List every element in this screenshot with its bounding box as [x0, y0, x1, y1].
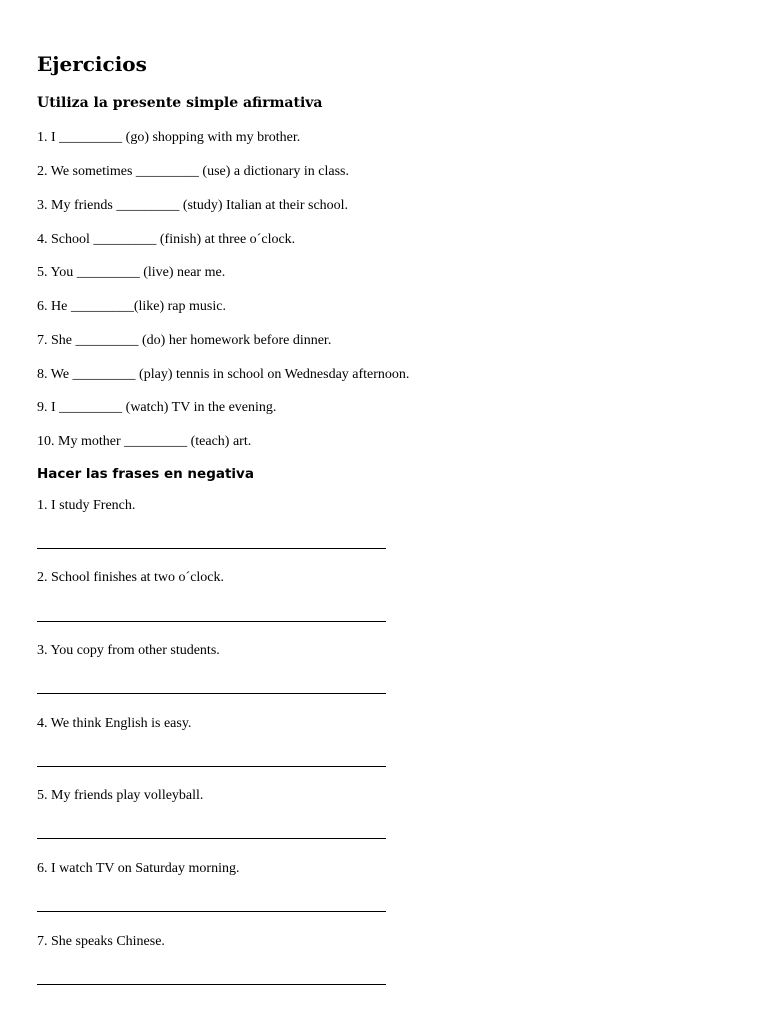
answer-line[interactable]: [37, 548, 386, 549]
exercise-sentence: 2. School finishes at two o´clock.: [37, 570, 225, 585]
answer-line[interactable]: [37, 838, 386, 839]
answer-line[interactable]: [37, 693, 386, 694]
exercise-item: 6. He _________(like) rap music.: [37, 299, 226, 314]
exercise-item: 3. My friends _________ (study) Italian at their school.: [37, 198, 349, 213]
exercise-item: 10. My mother _________ (teach) art.: [37, 434, 252, 449]
exercise-item: 4. School _________ (finish) at three o´clock.: [37, 232, 296, 247]
answer-line[interactable]: [37, 621, 386, 622]
exercise-sentence: 1. I study French.: [37, 498, 136, 513]
exercise-sentence: 4. We think English is easy.: [37, 716, 192, 731]
exercise-sentence: 7. She speaks Chinese.: [37, 934, 165, 949]
exercise-sentence: 5. My friends play volleyball.: [37, 788, 204, 803]
exercise-sentence: 6. I watch TV on Saturday morning.: [37, 861, 240, 876]
exercise-item: 5. You _________ (live) near me.: [37, 265, 226, 280]
exercise-item: 8. We _________ (play) tennis in school on Wednesday afternoon.: [37, 367, 410, 382]
exercise-item: 9. I _________ (watch) TV in the evening.: [37, 400, 277, 415]
exercise-item: 2. We sometimes _________ (use) a dictionary in class.: [37, 164, 349, 179]
answer-line[interactable]: [37, 911, 386, 912]
worksheet-page: [37, 0, 737, 1024]
exercise-item: 1. I _________ (go) shopping with my brother.: [37, 130, 301, 145]
section-2-heading: Hacer las frases en negativa: [37, 466, 254, 482]
section-1-heading: Utiliza la presente simple afirmativa: [37, 95, 323, 111]
exercise-sentence: 3. You copy from other students.: [37, 643, 220, 658]
answer-line[interactable]: [37, 766, 386, 767]
page-title: Ejercicios: [37, 52, 147, 76]
answer-line[interactable]: [37, 984, 386, 985]
exercise-item: 7. She _________ (do) her homework before dinner.: [37, 333, 332, 348]
